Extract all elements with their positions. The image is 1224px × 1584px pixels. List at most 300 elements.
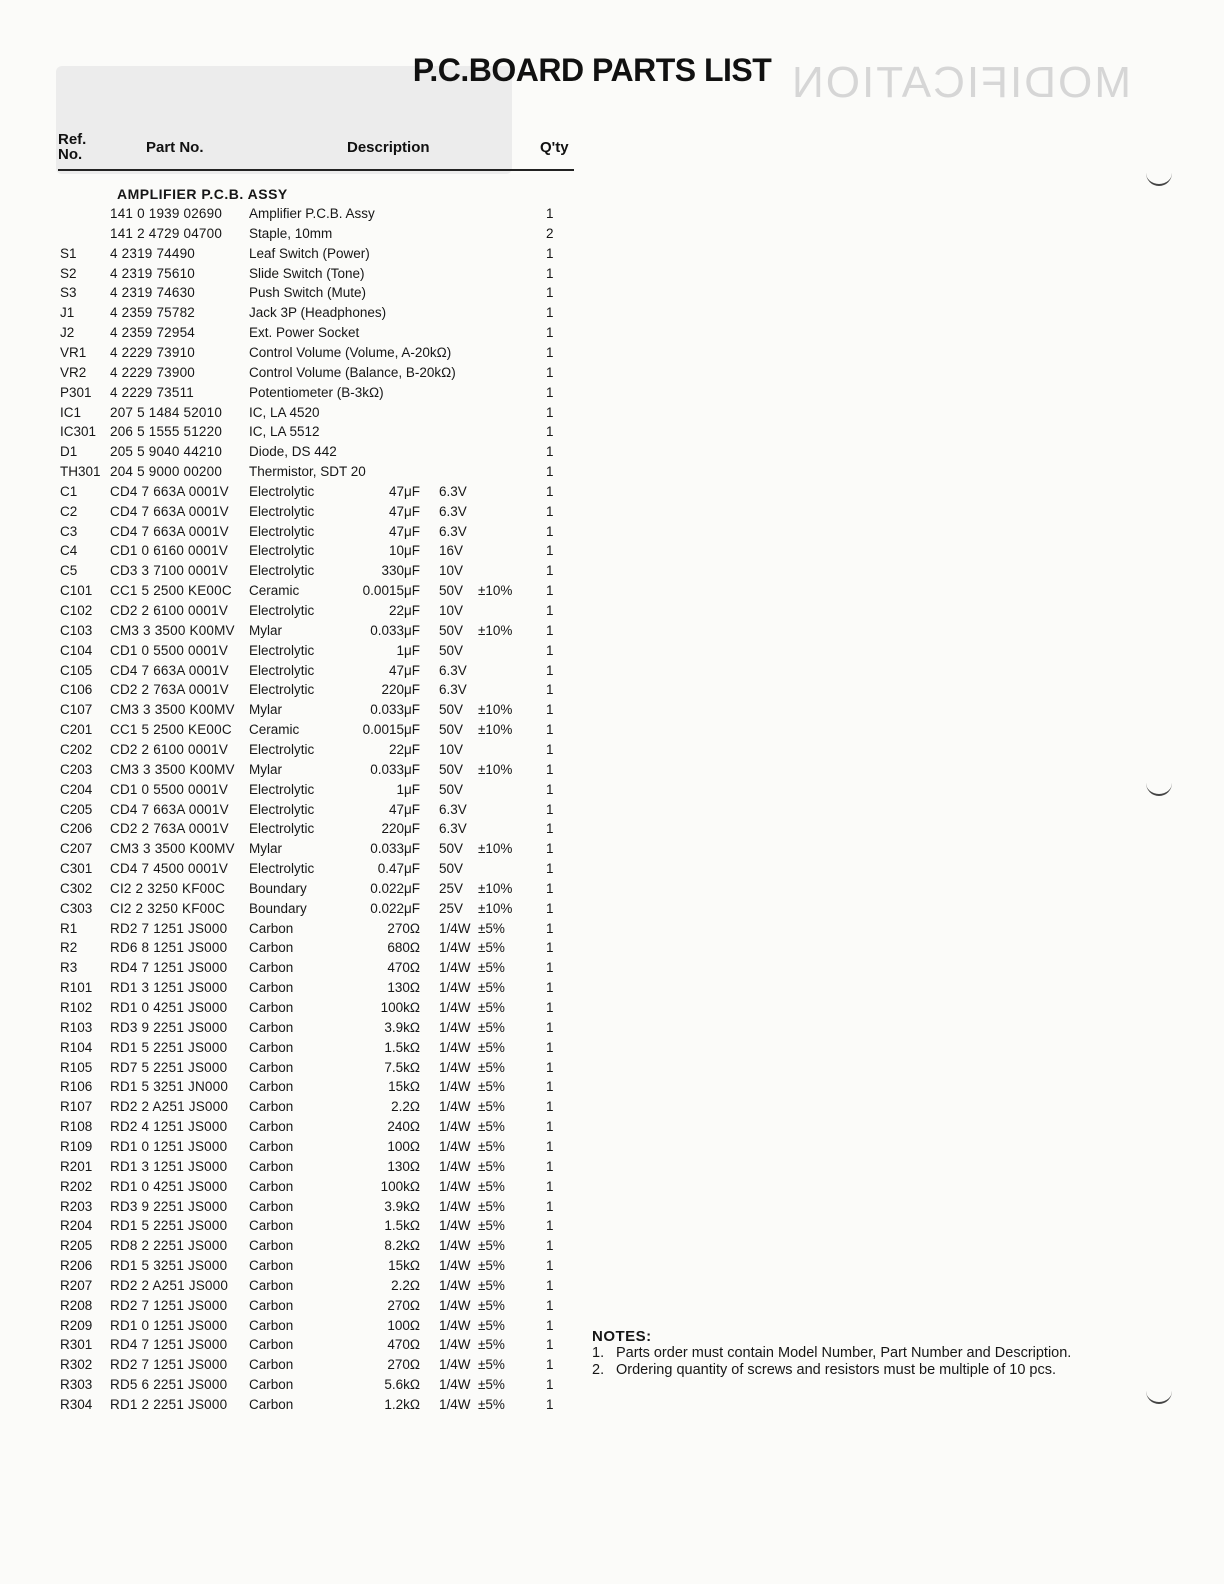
- part-number: 4 2319 74630: [110, 285, 195, 301]
- part-qty: 1: [546, 1019, 554, 1035]
- table-row: [0, 1058, 600, 1078]
- ref-no: R205: [60, 1238, 93, 1254]
- table-row: [0, 641, 600, 661]
- part-description: Electrolytic: [249, 682, 315, 698]
- part-value: 0.033μF: [370, 761, 420, 777]
- part-value: 1.5kΩ: [384, 1039, 420, 1055]
- part-number: CM3 3 3500 K00MV: [110, 622, 235, 638]
- part-value: 47μF: [388, 503, 420, 519]
- table-row: [0, 680, 600, 700]
- part-rating: 1/4W: [439, 1397, 471, 1412]
- part-qty: 1: [546, 523, 554, 539]
- part-description: Push Switch (Mute): [249, 285, 367, 301]
- part-qty: 1: [546, 1238, 554, 1254]
- part-rating: 6.3V: [439, 483, 467, 499]
- part-number: RD1 2 2251 JS000: [110, 1397, 228, 1412]
- table-row: [0, 740, 600, 760]
- part-description: Carbon: [249, 1099, 294, 1115]
- table-row: [0, 244, 600, 264]
- part-rating: 6.3V: [439, 682, 467, 698]
- part-rating: 1/4W: [439, 1079, 471, 1095]
- part-number: CC1 5 2500 KE00C: [110, 722, 232, 738]
- part-qty: 1: [546, 761, 554, 777]
- part-description: Electrolytic: [249, 483, 315, 499]
- part-tolerance: ±5%: [478, 980, 505, 996]
- part-number: CD1 0 5500 0001V: [110, 781, 229, 797]
- part-description: Control Volume (Balance, B-20kΩ): [249, 364, 456, 380]
- part-value: 0.033μF: [370, 841, 420, 857]
- part-qty: 1: [546, 1158, 554, 1174]
- ref-no: R109: [60, 1138, 93, 1154]
- part-description: Potentiometer (B-3kΩ): [249, 384, 384, 400]
- part-qty: 1: [546, 980, 554, 996]
- part-number: RD2 4 1251 JS000: [110, 1119, 228, 1135]
- part-number: CD4 7 4500 0001V: [110, 861, 229, 877]
- part-qty: 1: [546, 1138, 554, 1154]
- part-qty: 1: [546, 206, 554, 221]
- part-number: CD3 3 7100 0001V: [110, 563, 229, 579]
- part-rating: 50V: [439, 583, 464, 599]
- part-number: RD1 5 3251 JN000: [110, 1079, 229, 1095]
- part-qty: 1: [546, 563, 554, 579]
- part-qty: 1: [546, 900, 554, 916]
- part-qty: 1: [546, 1099, 554, 1115]
- part-number: RD2 2 A251 JS000: [110, 1277, 229, 1293]
- part-qty: 1: [546, 1218, 554, 1234]
- part-number: RD1 0 1251 JS000: [110, 1317, 228, 1333]
- ref-no: C102: [60, 603, 93, 618]
- part-description: Electrolytic: [249, 801, 315, 817]
- part-qty: 1: [546, 1198, 554, 1214]
- part-number: RD1 3 1251 JS000: [110, 1158, 228, 1174]
- part-qty: 1: [546, 404, 554, 420]
- part-value: 22μF: [388, 603, 420, 618]
- part-number: RD1 0 4251 JS000: [110, 1000, 228, 1015]
- part-description: Carbon: [249, 1039, 294, 1055]
- part-rating: 1/4W: [439, 1138, 471, 1154]
- ref-no: R208: [60, 1297, 93, 1313]
- ref-no: VR2: [60, 364, 87, 380]
- part-description: Carbon: [249, 1019, 294, 1035]
- part-number: 141 2 4729 04700: [110, 225, 223, 241]
- table-row: [0, 1117, 600, 1137]
- header-rule: [58, 169, 574, 171]
- part-value: 220μF: [381, 682, 420, 698]
- punch-hole-mark: [1146, 170, 1172, 186]
- table-row: [0, 998, 600, 1018]
- part-number: 4 2319 75610: [110, 265, 195, 281]
- part-number: RD1 5 3251 JS000: [110, 1258, 228, 1274]
- part-value: 220μF: [381, 821, 420, 837]
- part-number: CD4 7 663A 0001V: [110, 801, 229, 817]
- part-value: 5.6kΩ: [384, 1377, 420, 1393]
- part-tolerance: ±5%: [478, 1198, 505, 1214]
- ref-no: C205: [60, 801, 93, 817]
- ref-no: R2: [60, 940, 78, 956]
- column-header-qty: Q'ty: [540, 139, 569, 156]
- part-value: 1μF: [396, 642, 420, 658]
- part-tolerance: ±5%: [478, 920, 505, 936]
- part-number: 4 2229 73910: [110, 344, 195, 360]
- part-description: Carbon: [249, 1317, 294, 1333]
- page-title: P.C.BOARD PARTS LIST: [412, 52, 772, 88]
- table-row: [0, 363, 600, 383]
- part-number: CM3 3 3500 K00MV: [110, 702, 235, 718]
- part-tolerance: ±5%: [478, 1019, 505, 1035]
- part-description: Electrolytic: [249, 543, 315, 559]
- part-description: Electrolytic: [249, 781, 315, 797]
- part-description: Leaf Switch (Power): [249, 245, 370, 261]
- part-description: Electrolytic: [249, 741, 315, 757]
- ref-no: P301: [60, 384, 92, 400]
- part-rating: 1/4W: [439, 1039, 471, 1055]
- part-rating: 50V: [439, 761, 464, 777]
- part-rating: 1/4W: [439, 1019, 471, 1035]
- ref-no: C107: [60, 702, 93, 718]
- part-tolerance: ±5%: [478, 1079, 505, 1095]
- part-number: RD2 2 A251 JS000: [110, 1099, 229, 1115]
- section-title: AMPLIFIER P.C.B. ASSY: [117, 186, 288, 202]
- ref-no: C4: [60, 543, 78, 559]
- ref-no: C204: [60, 781, 93, 797]
- part-value: 0.022μF: [370, 900, 420, 916]
- part-description: Carbon: [249, 980, 294, 996]
- ref-no: C207: [60, 841, 93, 857]
- part-number: CD2 2 763A 0001V: [110, 821, 229, 837]
- part-value: 470Ω: [387, 1337, 420, 1353]
- ref-no: IC1: [60, 404, 82, 420]
- part-qty: 2: [546, 225, 554, 241]
- part-number: 4 2229 73511: [110, 384, 194, 400]
- part-description: Jack 3P (Headphones): [249, 305, 387, 321]
- part-value: 0.022μF: [370, 880, 420, 896]
- part-rating: 1/4W: [439, 1218, 471, 1234]
- part-description: Electrolytic: [249, 861, 315, 877]
- table-row: [0, 1355, 600, 1375]
- part-tolerance: ±5%: [478, 1258, 505, 1274]
- part-tolerance: ±10%: [478, 622, 513, 638]
- part-number: 4 2319 74490: [110, 245, 195, 261]
- part-description: Carbon: [249, 940, 294, 956]
- part-rating: 50V: [439, 841, 464, 857]
- part-qty: 1: [546, 622, 554, 638]
- ref-no: C5: [60, 563, 78, 579]
- part-qty: 1: [546, 384, 554, 400]
- part-rating: 50V: [439, 781, 464, 797]
- table-row: [0, 1335, 600, 1355]
- part-qty: 1: [546, 1297, 554, 1313]
- part-tolerance: ±5%: [478, 1377, 505, 1393]
- part-number: CD4 7 663A 0001V: [110, 523, 229, 539]
- part-number: CM3 3 3500 K00MV: [110, 761, 235, 777]
- part-qty: 1: [546, 920, 554, 936]
- table-row: [0, 958, 600, 978]
- part-tolerance: ±5%: [478, 1317, 505, 1333]
- part-description: Carbon: [249, 1357, 294, 1373]
- table-row: [0, 403, 600, 423]
- table-row: [0, 541, 600, 561]
- part-value: 100kΩ: [380, 1000, 420, 1015]
- part-value: 3.9kΩ: [384, 1198, 420, 1214]
- part-number: RD7 5 2251 JS000: [110, 1059, 228, 1075]
- part-number: CI2 2 3250 KF00C: [110, 900, 226, 916]
- part-description: Electrolytic: [249, 523, 315, 539]
- table-row: [0, 422, 600, 442]
- ref-no: R303: [60, 1377, 93, 1393]
- part-description: Carbon: [249, 960, 294, 976]
- part-rating: 25V: [439, 900, 464, 916]
- part-rating: 6.3V: [439, 801, 467, 817]
- part-qty: 1: [546, 741, 554, 757]
- part-qty: 1: [546, 1079, 554, 1095]
- part-qty: 1: [546, 285, 554, 301]
- ref-no: VR1: [60, 344, 87, 360]
- ref-no: R107: [60, 1099, 93, 1115]
- ref-no: R209: [60, 1317, 93, 1333]
- ref-no: R103: [60, 1019, 93, 1035]
- part-rating: 6.3V: [439, 523, 467, 539]
- ref-no: C201: [60, 722, 93, 738]
- table-row: [0, 978, 600, 998]
- table-row: [0, 819, 600, 839]
- ref-no: C3: [60, 523, 78, 539]
- ref-no: J1: [60, 305, 75, 321]
- ref-no: R207: [60, 1277, 93, 1293]
- part-description: Carbon: [249, 1079, 294, 1095]
- part-qty: 1: [546, 344, 554, 360]
- part-rating: 1/4W: [439, 1317, 471, 1333]
- table-row: [0, 919, 600, 939]
- part-qty: 1: [546, 325, 554, 341]
- part-number: RD2 7 1251 JS000: [110, 920, 228, 936]
- part-qty: 1: [546, 1059, 554, 1075]
- part-rating: 1/4W: [439, 1099, 471, 1115]
- table-row: [0, 1177, 600, 1197]
- part-number: 205 5 9040 44210: [110, 444, 223, 460]
- column-header-ref-line1: Ref.: [58, 131, 87, 148]
- part-tolerance: ±10%: [478, 880, 513, 896]
- part-description: Staple, 10mm: [249, 225, 333, 241]
- ref-no: R104: [60, 1039, 93, 1055]
- part-number: CD4 7 663A 0001V: [110, 662, 229, 678]
- notes-block: [592, 1328, 1092, 1379]
- part-rating: 1/4W: [439, 1000, 471, 1015]
- part-rating: 10V: [439, 741, 464, 757]
- part-description: Boundary: [249, 900, 307, 916]
- part-value: 1μF: [396, 781, 420, 797]
- part-rating: 50V: [439, 722, 464, 738]
- table-row: [0, 323, 600, 343]
- part-tolerance: ±5%: [478, 1397, 505, 1412]
- part-description: IC, LA 5512: [249, 424, 320, 440]
- part-description: Ext. Power Socket: [249, 325, 360, 341]
- part-number: 141 0 1939 02690: [110, 206, 223, 221]
- part-tolerance: ±5%: [478, 1000, 505, 1015]
- part-qty: 1: [546, 841, 554, 857]
- part-qty: 1: [546, 880, 554, 896]
- table-row: [0, 283, 600, 303]
- ref-no: IC301: [60, 424, 97, 440]
- part-qty: 1: [546, 1357, 554, 1373]
- part-number: 4 2229 73900: [110, 364, 195, 380]
- table-row: [0, 1395, 600, 1415]
- ref-no: R302: [60, 1357, 93, 1373]
- ref-no: J2: [60, 325, 75, 341]
- part-description: Electrolytic: [249, 563, 315, 579]
- part-tolerance: ±5%: [478, 1238, 505, 1254]
- part-qty: 1: [546, 1000, 554, 1015]
- part-number: RD1 0 4251 JS000: [110, 1178, 228, 1194]
- part-number: RD1 0 1251 JS000: [110, 1138, 228, 1154]
- part-number: RD3 9 2251 JS000: [110, 1198, 228, 1214]
- part-description: Carbon: [249, 1297, 294, 1313]
- part-rating: 1/4W: [439, 1297, 471, 1313]
- part-description: Amplifier P.C.B. Assy: [249, 206, 375, 221]
- part-tolerance: ±10%: [478, 702, 513, 718]
- part-number: RD5 6 2251 JS000: [110, 1377, 228, 1393]
- table-row: [0, 720, 600, 740]
- ref-no: R3: [60, 960, 78, 976]
- part-value: 3.9kΩ: [384, 1019, 420, 1035]
- ref-no: C202: [60, 741, 93, 757]
- table-row: [0, 899, 600, 919]
- table-row: [0, 1097, 600, 1117]
- ref-no: C301: [60, 861, 93, 877]
- part-qty: 1: [546, 364, 554, 380]
- part-qty: 1: [546, 483, 554, 499]
- table-row: [0, 383, 600, 403]
- part-tolerance: ±5%: [478, 1218, 505, 1234]
- part-tolerance: ±10%: [478, 841, 513, 857]
- part-description: Carbon: [249, 1198, 294, 1214]
- table-row: [0, 303, 600, 323]
- part-value: 15kΩ: [388, 1079, 420, 1095]
- column-header-description: Description: [347, 139, 430, 156]
- part-qty: 1: [546, 960, 554, 976]
- part-value: 47μF: [388, 801, 420, 817]
- table-row: [0, 1077, 600, 1097]
- notes-title: NOTES:: [592, 1328, 652, 1345]
- table-row: [0, 1216, 600, 1236]
- part-number: RD4 7 1251 JS000: [110, 1337, 228, 1353]
- part-rating: 1/4W: [439, 1178, 471, 1194]
- table-row: [0, 561, 600, 581]
- table-row: [0, 1038, 600, 1058]
- part-rating: 1/4W: [439, 1059, 471, 1075]
- part-value: 0.47μF: [377, 861, 420, 877]
- part-qty: 1: [546, 642, 554, 658]
- part-rating: 1/4W: [439, 1337, 471, 1353]
- part-tolerance: ±5%: [478, 1138, 505, 1154]
- part-number: CC1 5 2500 KE00C: [110, 583, 232, 599]
- part-rating: 50V: [439, 861, 464, 877]
- ref-no: S2: [60, 265, 77, 281]
- part-number: 204 5 9000 00200: [110, 464, 223, 480]
- part-description: Mylar: [249, 761, 282, 777]
- part-value: 100kΩ: [380, 1178, 420, 1194]
- part-tolerance: ±5%: [478, 960, 505, 976]
- table-row: [0, 1236, 600, 1256]
- part-number: CD4 7 663A 0001V: [110, 483, 229, 499]
- part-qty: 1: [546, 821, 554, 837]
- ref-no: C206: [60, 821, 93, 837]
- part-qty: 1: [546, 503, 554, 519]
- note-text: Parts order must contain Model Number, Part Number and Description.: [616, 1345, 1072, 1361]
- part-value: 680Ω: [387, 940, 420, 956]
- note-item: [592, 1362, 1092, 1379]
- part-value: 270Ω: [387, 1297, 420, 1313]
- part-qty: 1: [546, 702, 554, 718]
- ref-no: C106: [60, 682, 93, 698]
- part-value: 130Ω: [387, 1158, 420, 1174]
- part-value: 2.2Ω: [391, 1277, 420, 1293]
- ref-no: C303: [60, 900, 93, 916]
- table-row: [0, 1375, 600, 1395]
- part-qty: 1: [546, 1277, 554, 1293]
- part-qty: 1: [546, 424, 554, 440]
- part-rating: 6.3V: [439, 821, 467, 837]
- part-rating: 1/4W: [439, 920, 471, 936]
- note-number: 1.: [592, 1345, 605, 1361]
- part-number: CD2 2 6100 0001V: [110, 741, 229, 757]
- part-description: Carbon: [249, 1138, 294, 1154]
- part-tolerance: ±5%: [478, 1357, 505, 1373]
- table-row: [0, 1316, 600, 1336]
- table-row: [0, 502, 600, 522]
- part-rating: 6.3V: [439, 503, 467, 519]
- ref-no: R202: [60, 1178, 93, 1194]
- ref-no: R106: [60, 1079, 93, 1095]
- part-rating: 1/4W: [439, 1119, 471, 1135]
- part-value: 7.5kΩ: [384, 1059, 420, 1075]
- ref-no: R1: [60, 920, 78, 936]
- part-value: 0.0015μF: [362, 722, 420, 738]
- part-value: 15kΩ: [388, 1258, 420, 1274]
- table-row: [0, 1296, 600, 1316]
- table-row: [0, 224, 600, 244]
- part-qty: 1: [546, 1258, 554, 1274]
- part-description: Carbon: [249, 1277, 294, 1293]
- part-tolerance: ±5%: [478, 1277, 505, 1293]
- table-row: [0, 859, 600, 879]
- part-rating: 1/4W: [439, 940, 471, 956]
- table-row: [0, 1256, 600, 1276]
- part-tolerance: ±10%: [478, 761, 513, 777]
- part-value: 270Ω: [387, 920, 420, 936]
- part-description: Slide Switch (Tone): [249, 265, 365, 281]
- table-row: [0, 938, 600, 958]
- part-rating: 1/4W: [439, 1158, 471, 1174]
- part-description: Electrolytic: [249, 603, 315, 618]
- part-number: RD1 5 2251 JS000: [110, 1039, 228, 1055]
- ref-no: TH301: [60, 464, 101, 480]
- part-value: 47μF: [388, 662, 420, 678]
- part-qty: 1: [546, 781, 554, 797]
- part-description: Carbon: [249, 1119, 294, 1135]
- ref-no: R206: [60, 1258, 93, 1274]
- part-qty: 1: [546, 1377, 554, 1393]
- part-rating: 16V: [439, 543, 464, 559]
- part-qty: 1: [546, 603, 554, 618]
- table-row: [0, 264, 600, 284]
- part-qty: 1: [546, 444, 554, 460]
- part-value: 10μF: [388, 543, 420, 559]
- part-rating: 1/4W: [439, 980, 471, 996]
- table-row: [0, 621, 600, 641]
- table-row: [0, 1018, 600, 1038]
- table-row: [0, 879, 600, 899]
- note-item: [592, 1345, 1092, 1362]
